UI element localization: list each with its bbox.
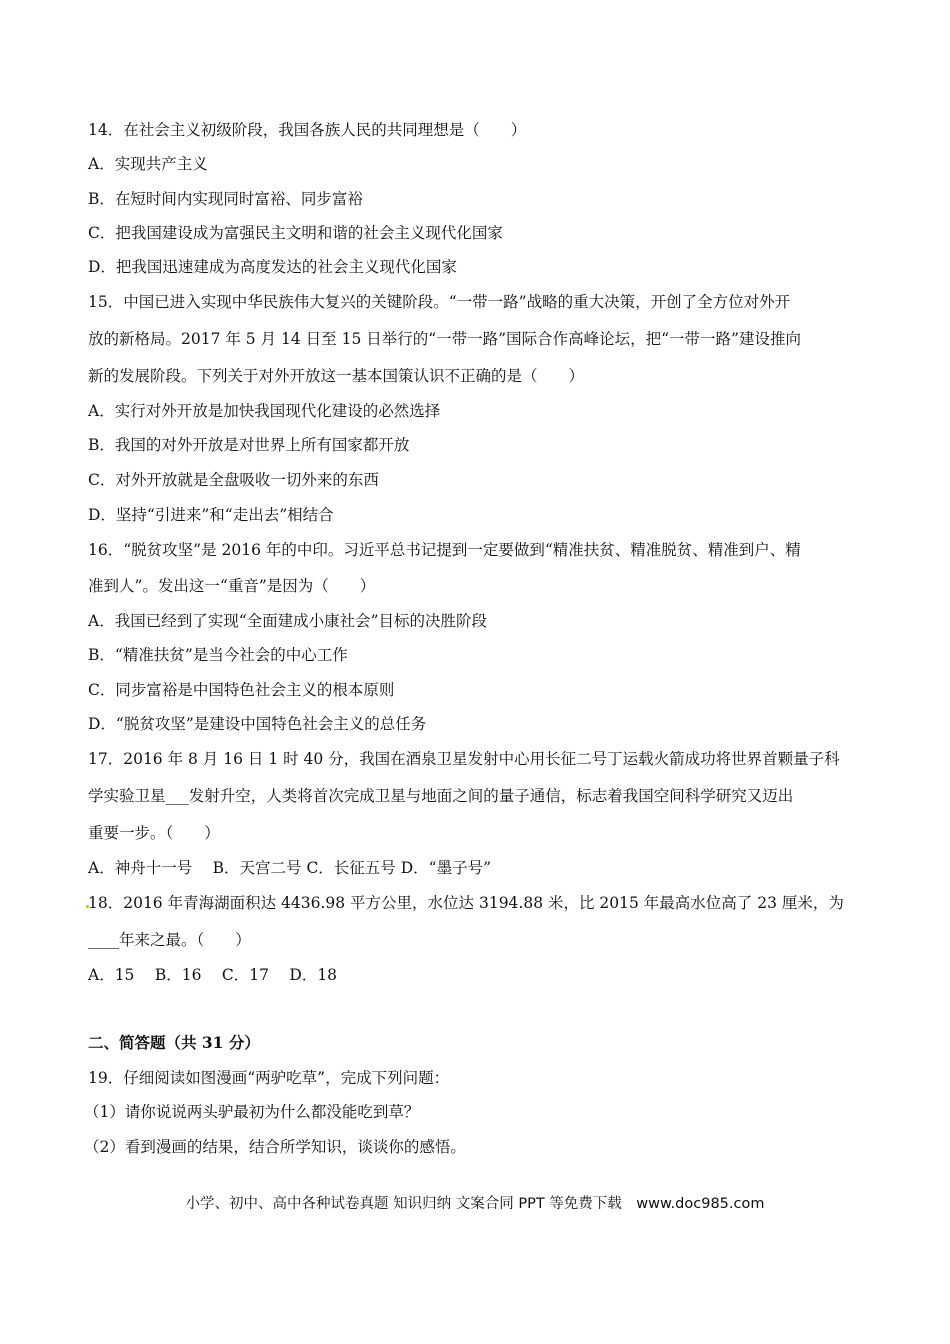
question-14-option-a: A．实现共产主义: [88, 155, 208, 173]
question-19-stem: 19．仔细阅读如图漫画“两驴吃草”，完成下列问题：: [88, 1069, 450, 1087]
question-18-stem-line-1: 18．2016 年青海湖面积达 4436.98 平方公里，水位达 3194.88 米，比 2015 年最高水位高了 23 厘米，为: [88, 894, 844, 912]
question-14-option-d: D．把我国迅速建成为高度发达的社会主义现代化国家: [88, 258, 457, 276]
question-18-stem-line-2: ____年来之最。（ ）: [88, 931, 251, 949]
question-14-stem: 14．在社会主义初级阶段，我国各族人民的共同理想是（ ）: [88, 121, 527, 139]
question-17-stem-line-1: 17．2016 年 8 月 16 日 1 时 40 分，我国在酒泉卫星发射中心用长征二号丁运载火箭成功将世界首颗量子科: [88, 750, 840, 768]
question-17-stem-line-3: 重要一步。（ ）: [88, 824, 220, 842]
question-15-option-d: D．坚持“引进来”和“走出去”相结合: [88, 506, 334, 524]
question-15-stem-line-3: 新的发展阶段。下列关于对外开放这一基本国策认识不正确的是（ ）: [88, 367, 585, 385]
question-16-stem-line-1: 16．“脱贫攻坚”是 2016 年的中印。习近平总书记提到一定要做到“精准扶贫、精准脱贫、精准到户、精: [88, 541, 801, 559]
question-16-option-d: D．“脱贫攻坚”是建设中国特色社会主义的总任务: [88, 715, 427, 733]
question-16-option-b: B．“精准扶贫”是当今社会的中心工作: [88, 646, 348, 664]
question-19-sub-1: （1）请你说说两头驴最初为什么都没能吃到草？: [84, 1103, 420, 1121]
question-15-option-a: A．实行对外开放是加快我国现代化建设的必然选择: [88, 402, 441, 420]
question-19-sub-2: （2）看到漫画的结果，结合所学知识，谈谈你的感悟。: [84, 1138, 466, 1156]
question-15-stem-line-2: 放的新格局。2017 年 5 月 14 日至 15 日举行的“一带一路”国际合作高峰论坛，把“一带一路”建设推向: [88, 330, 801, 348]
question-14-option-c: C．把我国建设成为富强民主文明和谐的社会主义现代化国家: [88, 224, 503, 242]
question-16-stem-line-2: 准到人”。发出这一“重音”是因为（ ）: [88, 577, 376, 595]
question-15-option-c: C．对外开放就是全盘吸收一切外来的东西: [88, 471, 379, 489]
question-16-option-a: A．我国已经到了实现“全面建成小康社会”目标的决胜阶段: [88, 612, 488, 630]
question-16-option-c: C．同步富裕是中国特色社会主义的根本原则: [88, 681, 395, 699]
question-18-options: A．15 B．16 C．17 D．18: [88, 966, 338, 984]
question-15-option-b: B．我国的对外开放是对世界上所有国家都开放: [88, 436, 410, 454]
question-17-stem-line-2: 学实验卫星___发射升空，人类将首次完成卫星与地面之间的量子通信，标志着我国空间科学研究又迈出: [88, 787, 794, 805]
section-2-heading: 二、简答题（共 31 分）: [88, 1033, 260, 1052]
question-17-options: A．神舟十一号 B．天宫二号 C．长征五号 D．“墨子号”: [88, 859, 492, 877]
question-15-stem-line-1: 15．中国已进入实现中华民族伟大复兴的关键阶段。“一带一路”战略的重大决策，开创了全方位对外开: [88, 293, 791, 311]
footer-text: 小学、初中、高中各种试卷真题 知识归纳 文案合同 PPT 等免费下载 www.doc985.com: [185, 1196, 765, 1212]
question-14-option-b: B．在短时间内实现同时富裕、同步富裕: [88, 190, 363, 208]
